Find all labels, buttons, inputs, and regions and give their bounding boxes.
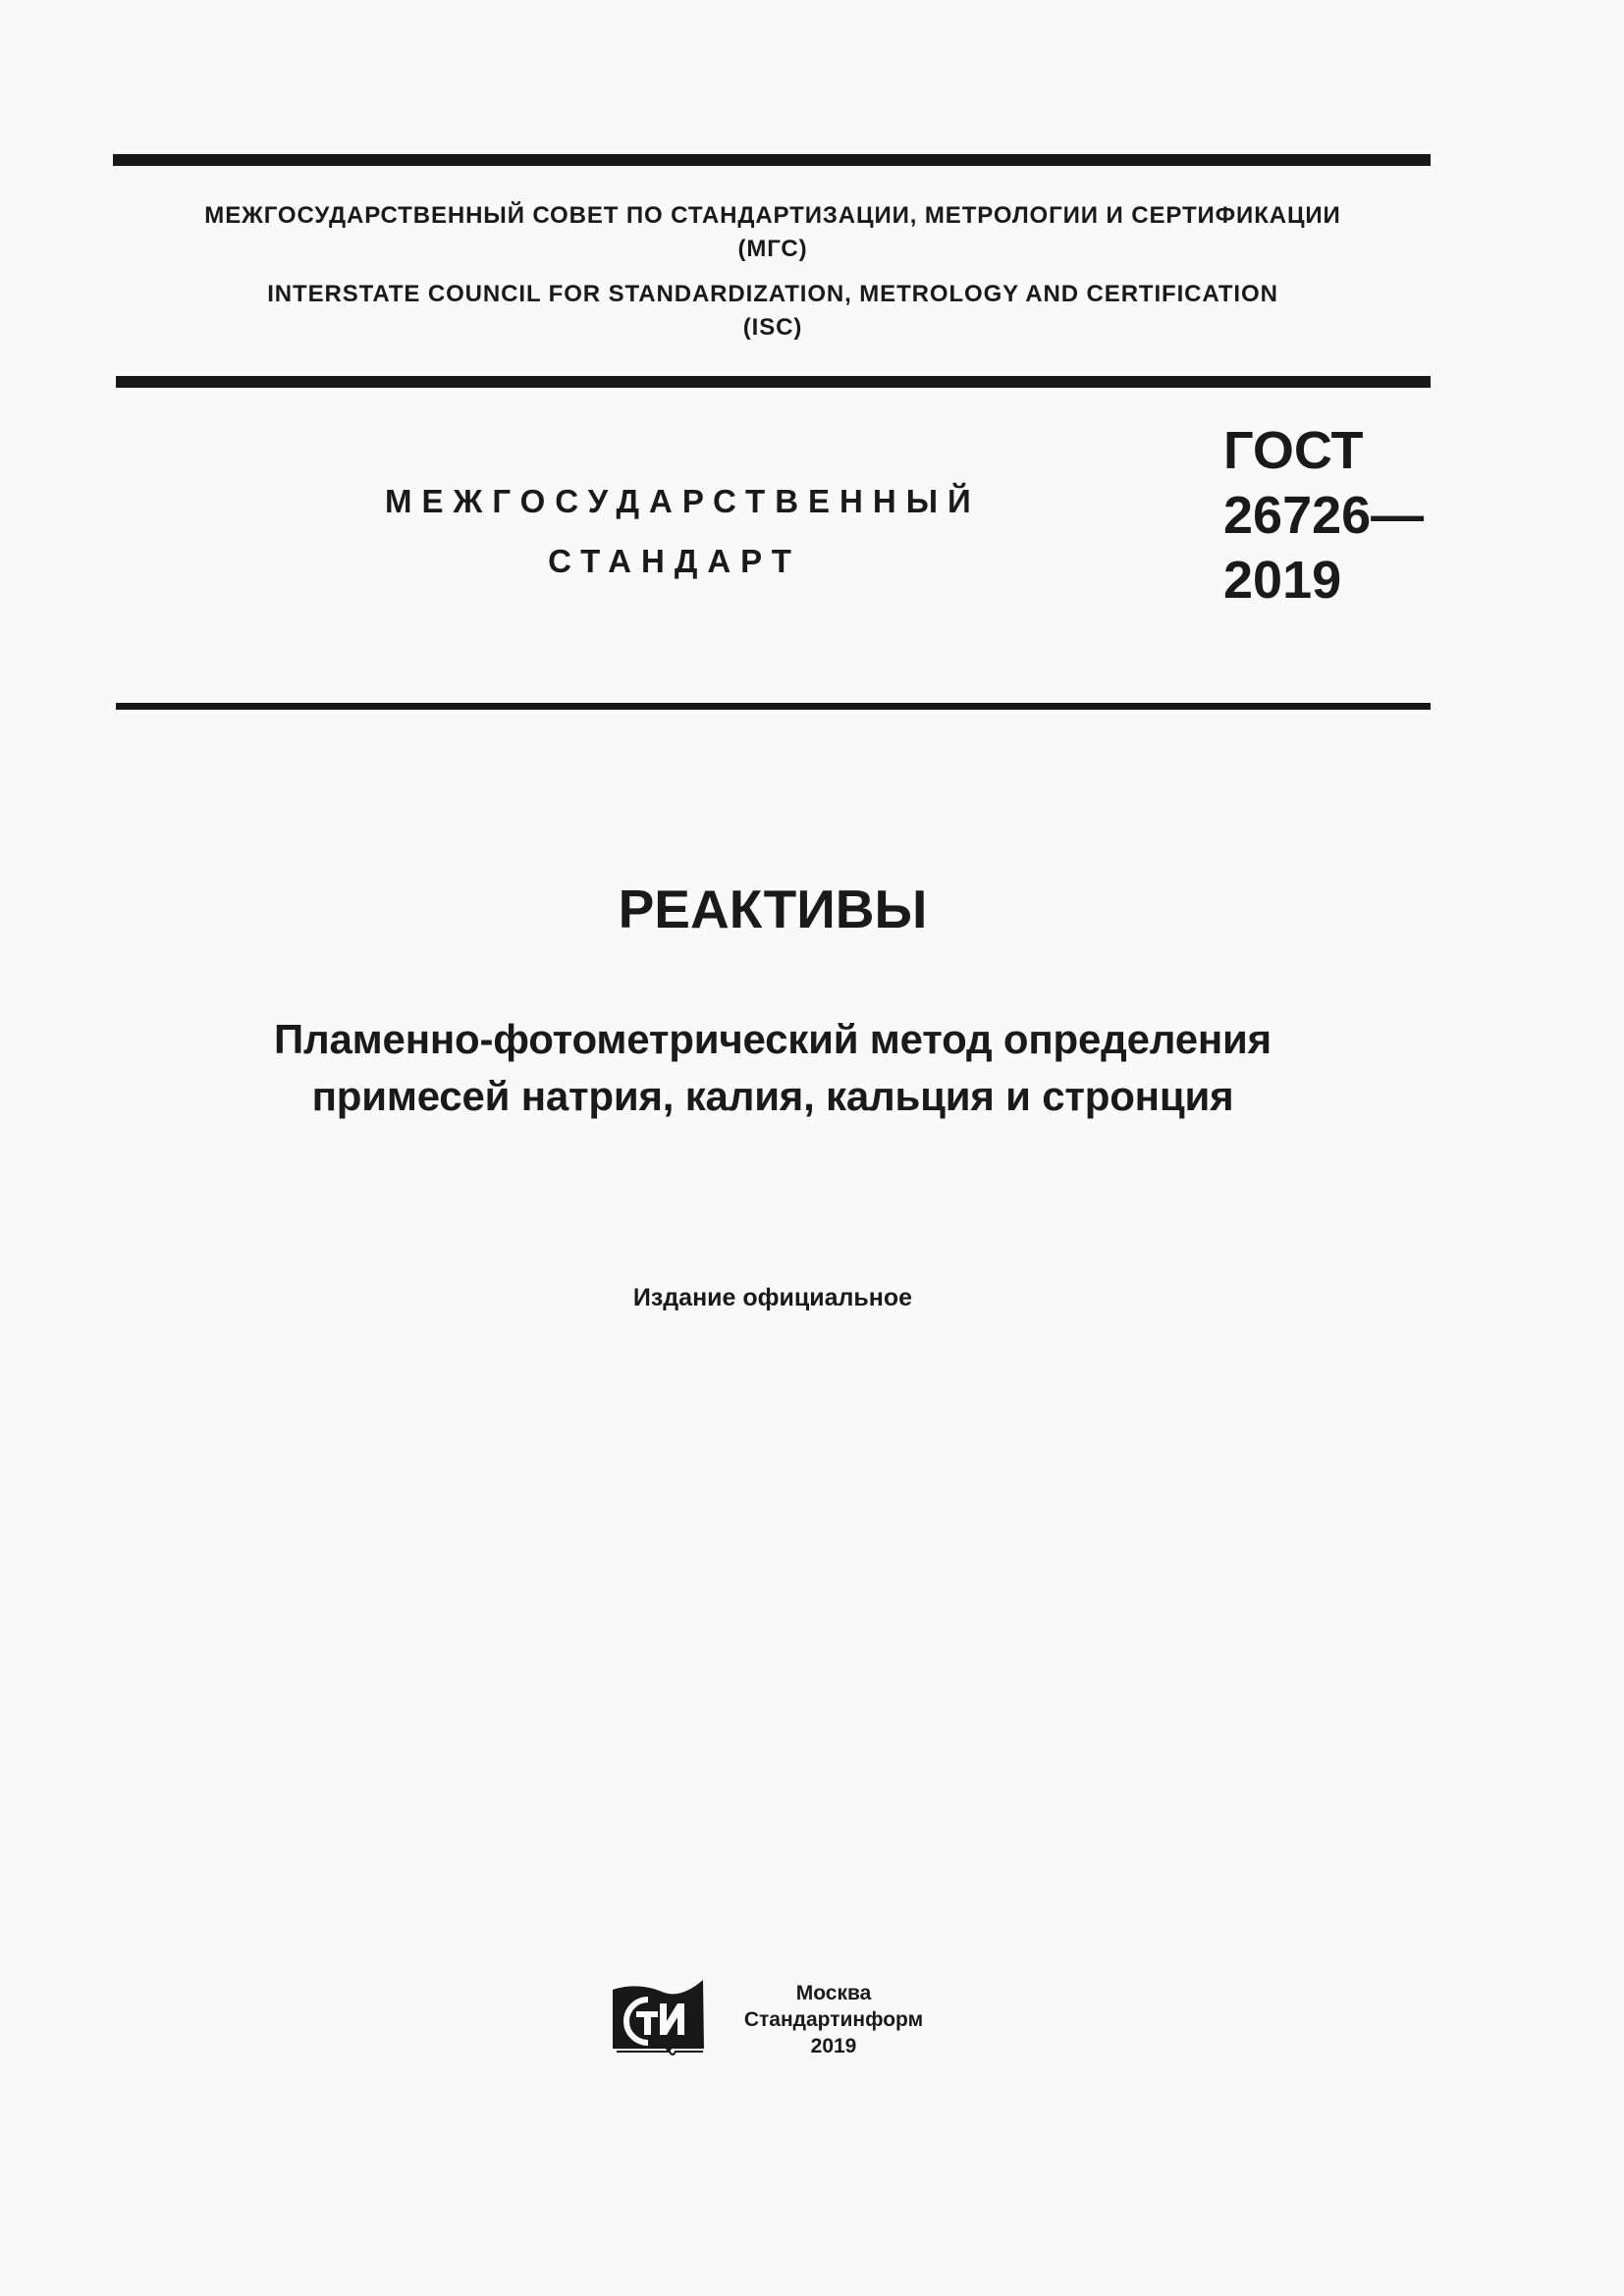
header-bottom-rule — [116, 376, 1431, 388]
standard-type — [375, 471, 981, 591]
designation-prefix: ГОСТ — [1223, 421, 1364, 480]
standard-designation — [1223, 418, 1424, 613]
publisher-name: Стандартинформ — [743, 2008, 924, 2031]
standard-type-line-1: МЕЖГОСУДАРСТВЕННЫЙ — [385, 483, 981, 519]
standard-block-bottom-rule — [116, 703, 1431, 710]
subtitle-line-1: Пламенно-фотометрический метод определения — [274, 1016, 1272, 1062]
council-name-en: INTERSTATE COUNCIL FOR STANDARDIZATION, METROLOGY AND CERTIFICATION — [267, 281, 1278, 307]
subtitle-line-2: примесей натрия, калия, кальция и стронция — [311, 1073, 1234, 1119]
document-subtitle — [115, 1011, 1431, 1125]
edition-label: Издание официальное — [632, 1284, 913, 1311]
council-header — [115, 199, 1431, 266]
publisher-city: Москва — [795, 1982, 872, 2004]
publisher-info — [716, 1980, 951, 2059]
standard-type-line-2: СТАНДАРТ — [548, 543, 801, 579]
publication-year: 2019 — [810, 2035, 857, 2057]
top-rule — [113, 154, 1431, 166]
council-header-en — [115, 278, 1431, 345]
document-title: РЕАКТИВЫ — [618, 879, 928, 939]
designation-year: 2019 — [1223, 551, 1342, 610]
sti-publisher-logo-icon — [611, 1978, 706, 2056]
council-name-ru: МЕЖГОСУДАРСТВЕННЫЙ СОВЕТ ПО СТАНДАРТИЗАЦИИ, МЕТРОЛОГИИ И СЕРТИФИКАЦИИ — [204, 202, 1341, 229]
council-abbr-en: (ISC) — [742, 314, 803, 341]
council-abbr-ru: (МГС) — [737, 236, 808, 262]
designation-number: 26726— — [1223, 486, 1425, 545]
